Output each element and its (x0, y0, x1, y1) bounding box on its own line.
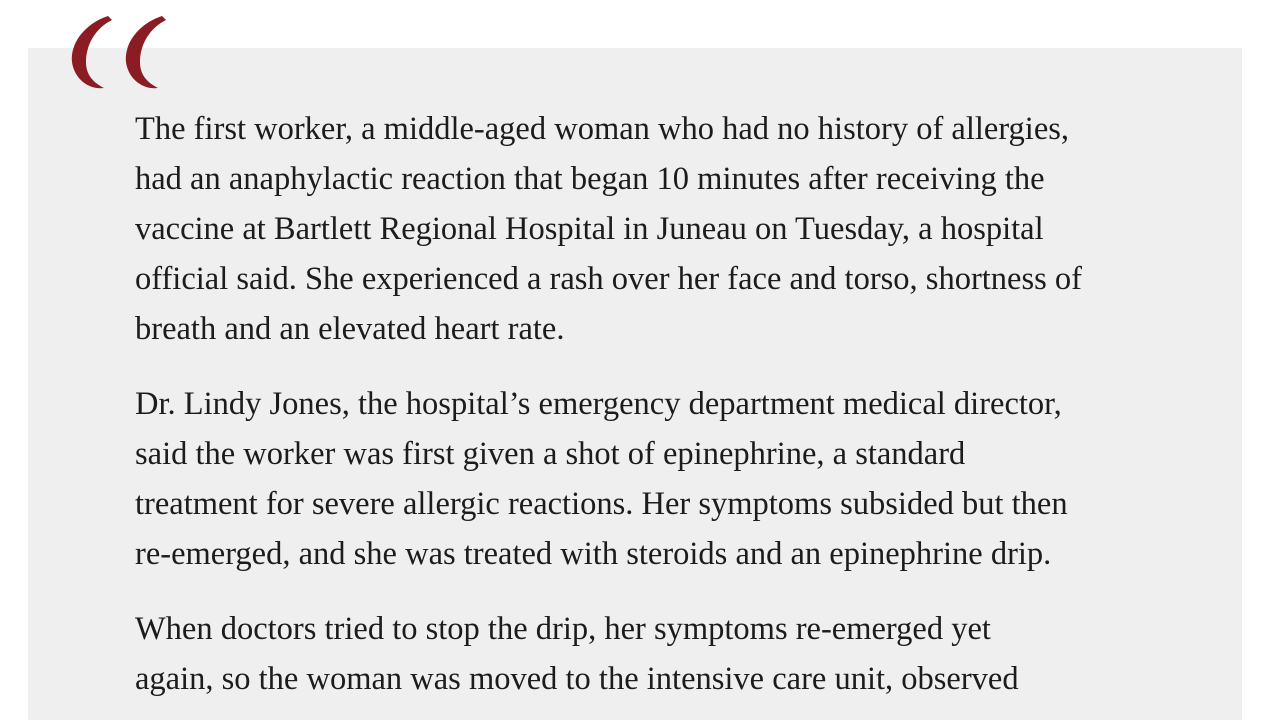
quote-body (135, 104, 1165, 720)
quote-mark-right (126, 16, 166, 88)
text-line: said the worker was first given a shot of epinephrine, a standard (135, 436, 966, 472)
text-line: official said. She experienced a rash over her face and torso, shortness of (135, 261, 1082, 297)
text-line: breath and an elevated heart rate. (135, 311, 565, 347)
text-line: again, so the woman was moved to the intensive care unit, observed (135, 661, 1019, 697)
quote-mark-icon (62, 0, 174, 96)
text-line: The first worker, a middle-aged woman who had no history of allergies, (135, 111, 1070, 147)
text-line: vaccine at Bartlett Regional Hospital in Juneau on Tuesday, a hospital (135, 211, 1044, 247)
text-line: Dr. Lindy Jones, the hospital’s emergency department medical director, (135, 386, 1062, 422)
text-line: re-emerged, and she was treated with steroids and an epinephrine drip. (135, 536, 1052, 572)
text-line: had an anaphylactic reaction that began 10 minutes after receiving the (135, 161, 1045, 197)
quote-paragraph-3 (135, 604, 1165, 704)
text-line: When doctors tried to stop the drip, her symptoms re-emerged yet (135, 611, 991, 647)
text-line: treatment for severe allergic reactions. Her symptoms subsided but then (135, 486, 1068, 522)
quote-paragraph-1 (135, 104, 1165, 354)
quote-mark-left (72, 16, 112, 88)
quote-paragraph-2 (135, 379, 1165, 579)
